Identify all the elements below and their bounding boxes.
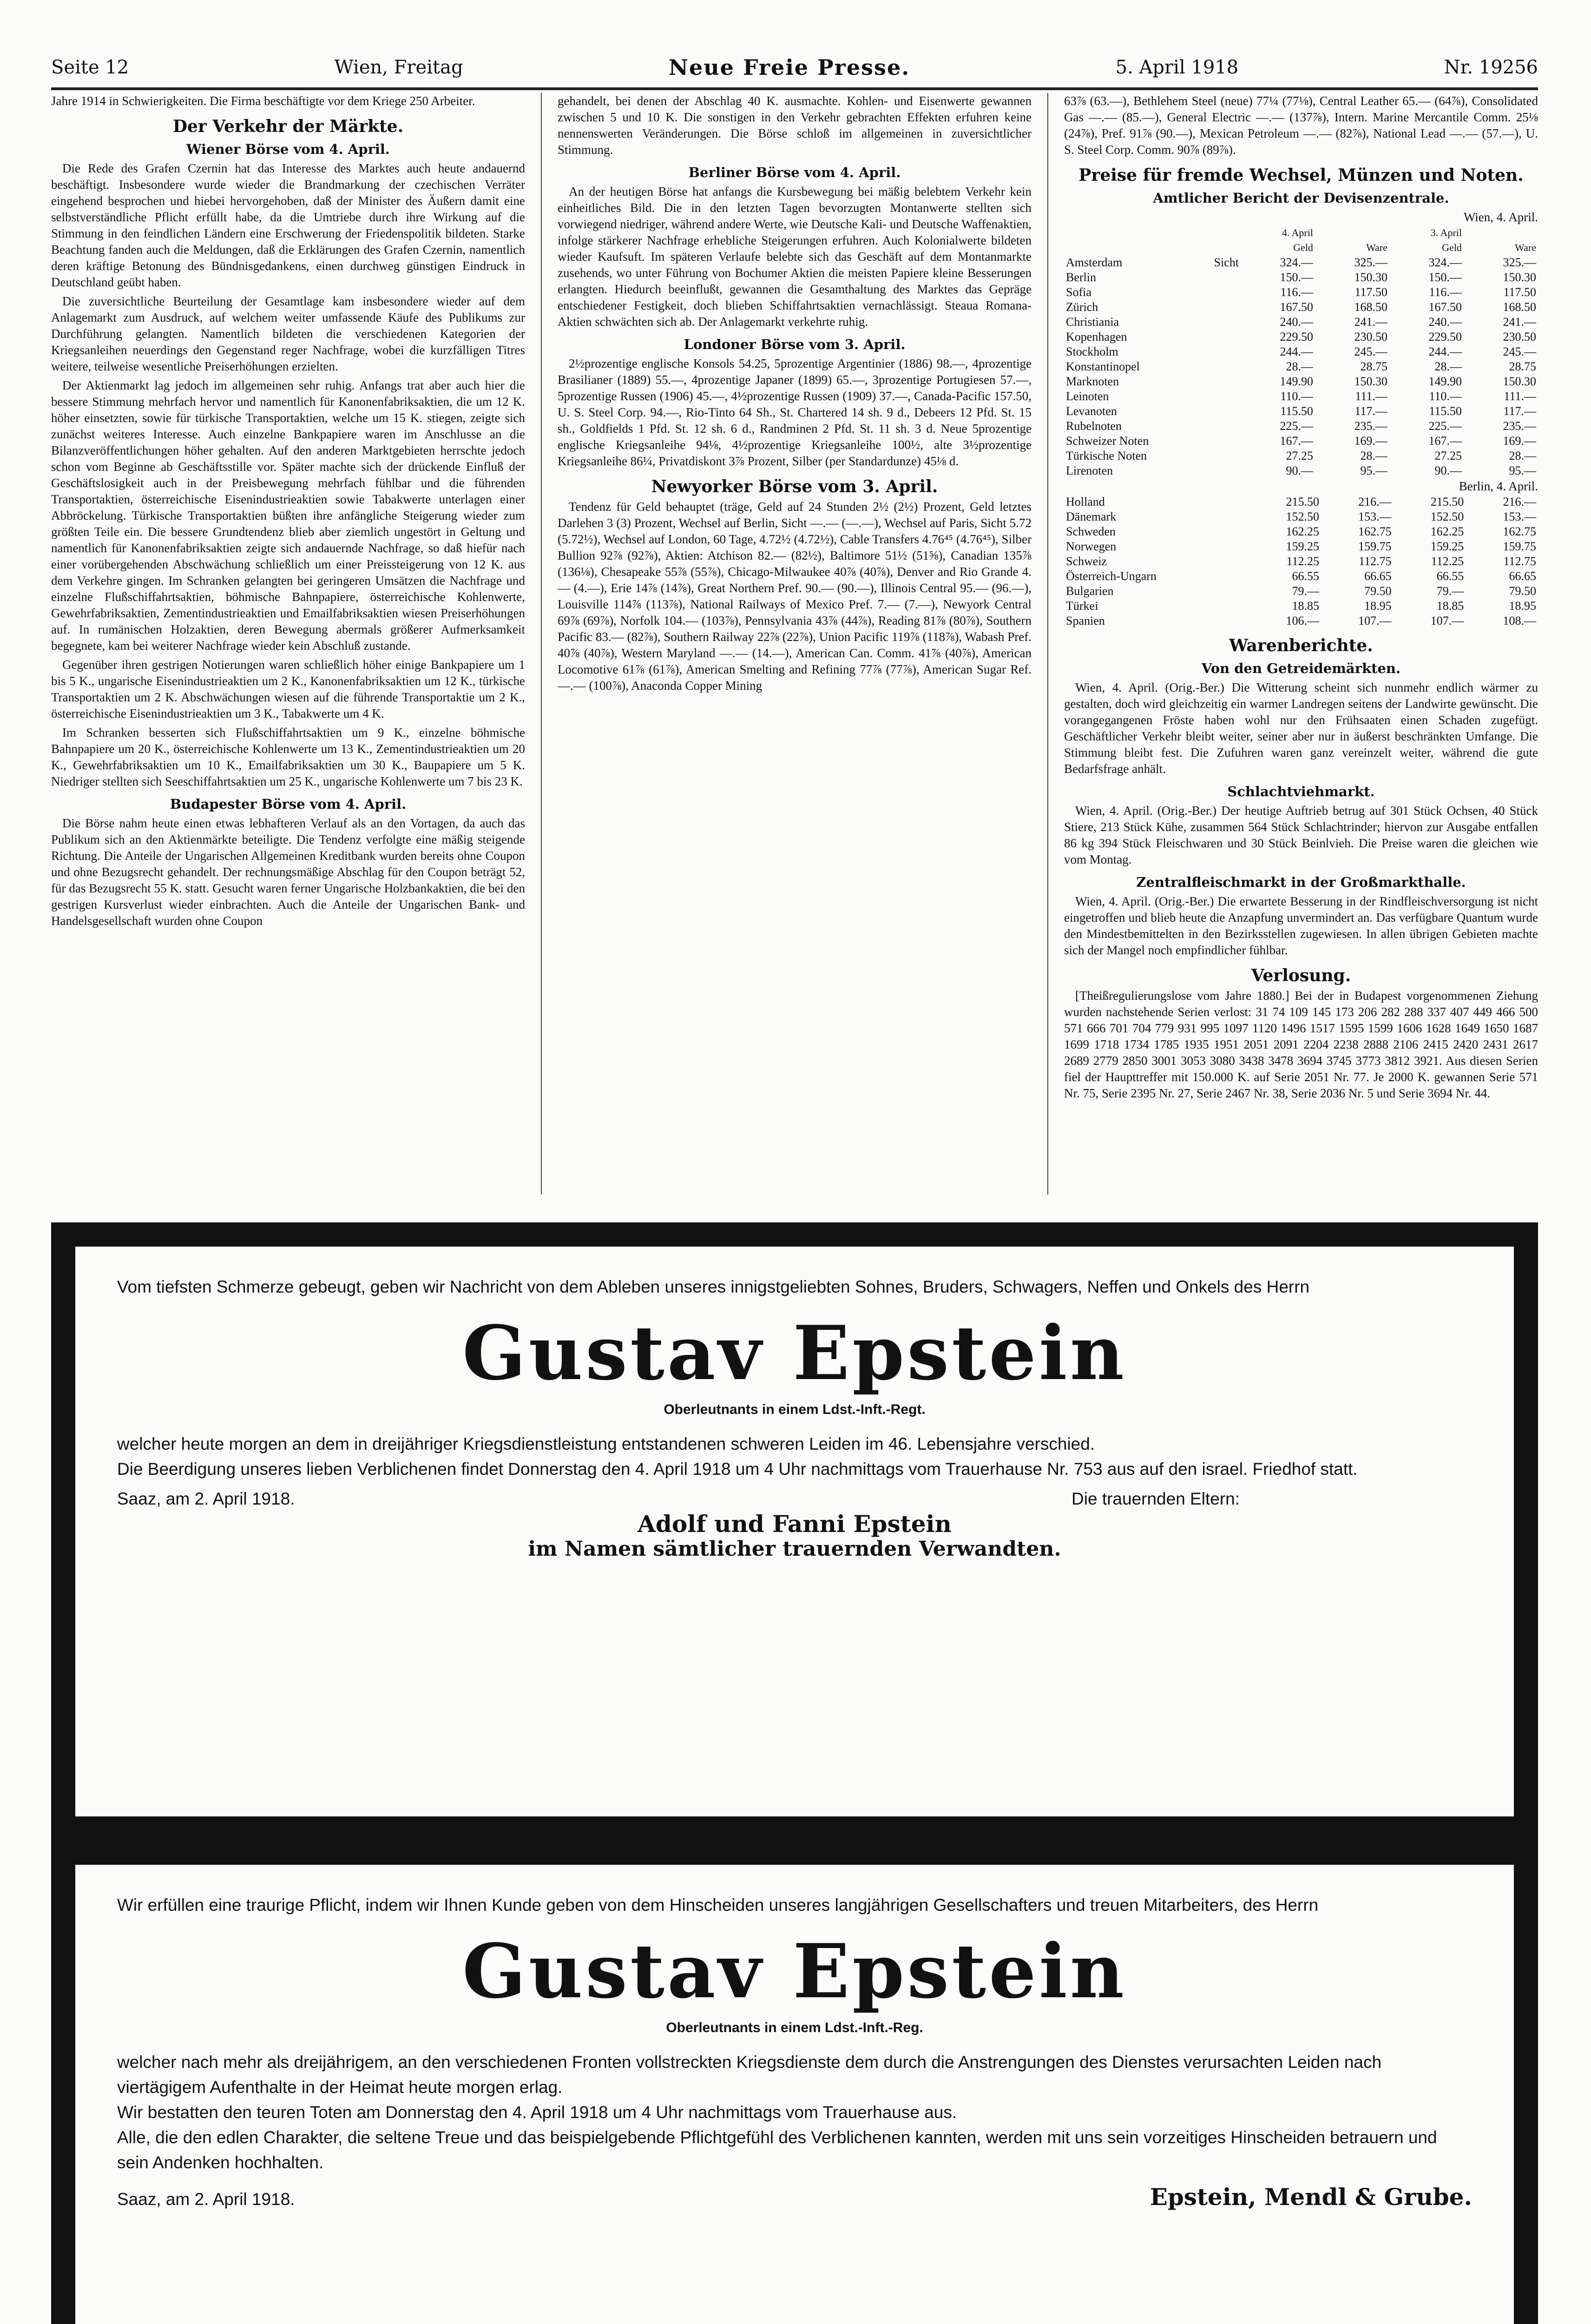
rate-cell: 167.50 (1280, 300, 1313, 314)
text-columns (51, 93, 1538, 1195)
section-subtitle: Amtlicher Bericht der Devisenzentrale. (1153, 190, 1449, 206)
currency-name: Dänemark (1066, 510, 1117, 523)
firm-signature: Epstein, Mendl & Grube. (1150, 2183, 1472, 2211)
table-header: 4. April (1282, 227, 1313, 238)
paragraph: Gegenüber ihren gestrigen Notierungen waren schließlich höher einige Bankpapiere um 1 bis 5 K., ungarische Eisenindustrieaktien um 2 K., Kanonenfabriksaktien um 12 K., türkische Transportaktien um 2 K. Abschwächungen wiesen auf die führende Transportaktie um 2 K., österreichische Eisenindustrieaktien um 3 K., Tabakwerte um 4 K. (51, 658, 525, 720)
rate-cell: 79.50 (1364, 584, 1392, 598)
currency-name: Norwegen (1066, 540, 1117, 553)
rate-cell: 230.50 (1503, 330, 1536, 343)
rate-cell: 110.— (1280, 390, 1313, 403)
rate-cell: 167.— (1280, 434, 1313, 448)
table-header: Geld (1293, 242, 1313, 253)
exchange-rows (1064, 255, 1538, 478)
currency-name: Levanoten (1066, 404, 1117, 418)
rate-cell: 95.— (1509, 464, 1536, 477)
rate-cell: 150.30 (1354, 375, 1387, 388)
table-row (1064, 584, 1538, 599)
rate-cell: 117.— (1354, 404, 1387, 418)
rate-cell: 28.75 (1360, 360, 1387, 373)
rate-cell: 162.75 (1503, 525, 1536, 538)
rate-cell: 117.50 (1354, 285, 1387, 299)
rate-cell: 18.85 (1292, 599, 1319, 613)
rate-cell: 112.75 (1359, 555, 1392, 568)
page-number: Seite 12 (51, 57, 129, 78)
table-row (1064, 404, 1538, 419)
rate-cell: 112.25 (1431, 555, 1464, 568)
table-header: Geld (1442, 242, 1462, 253)
paragraph: [Theißregulierungslose vom Jahre 1880.] Bei der in Budapest vorgenommenen Ziehung wurden nachstehende Serien verlost: 31 74 109 145 173 206 282 288 337 407 449 466 500 571 666 701 704 779 931 995 1097 1120 1496 1517 1595 1599 1606 1628 1649 1650 1687 1699 1718 1734 1785 1935 1951 2051 2091 2204 2238 2888 2106 2415 2420 2431 2617 2689 2779 2850 3001 3053 3080 3438 3478 3694 3745 3773 3812 3921. Aus diesen Serien fiel der Haupttreffer mit 150.000 K. auf Serie 2051 Nr. 77. Je 2000 K. gewannen Serie 571 Nr. 75, Serie 2395 Nr. 27, Serie 2467 Nr. 38, Serie 2036 Nr. 5 und Serie 3694 Nr. 44. (1064, 989, 1538, 1100)
rate-cell: 95.— (1360, 464, 1387, 477)
table-header (1315, 225, 1389, 240)
table-row (1064, 300, 1538, 315)
table-row (1064, 463, 1538, 478)
rate-cell: 324.— (1428, 256, 1462, 269)
table-row (1064, 509, 1538, 524)
rate-cell: 66.65 (1509, 569, 1536, 583)
notice-place-date: Saaz, am 2. April 1918. (117, 2190, 295, 2209)
paragraph: Im Schranken besserten sich Flußschiffahrtsaktien um 9 K., einzelne böhmische Bahnpapiere um 20 K., österreichische Kohlenwerte um 13 K., Zementindustrieaktien um 20 K., Gewehrfabriksaktien um 10 K., Emailfabriksaktien um 30 K., Baupapiere um 5 K. Niedriger stellten sich Seeschiffahrtsaktien um 25 K., ungarische Kohlenwerte um 7 bis 23 K. (51, 726, 525, 788)
notice-body (117, 1893, 1472, 2324)
table-row (1064, 614, 1538, 628)
currency-name: Leinoten (1066, 390, 1109, 403)
rate-cell: 28.— (1286, 360, 1313, 373)
rate-cell: 229.50 (1428, 330, 1462, 343)
section-title: Newyorker Börse vom 3. April. (651, 477, 938, 496)
currency-name: Zürich (1066, 300, 1098, 314)
currency-name: Schweden (1066, 525, 1116, 538)
section-subtitle: Budapester Börse vom 4. April. (170, 796, 407, 812)
rate-cell: 116.— (1280, 285, 1313, 299)
paragraph: gehandelt, bei denen der Abschlag 40 K. ausmachte. Kohlen- und Eisenwerte gewannen zwischen 5 und 10 K. Die sonstigen in den Verkehr gebrachten Effekten erfuhren keine nennenswerten Veränderungen. Die Börse schloß im allgemeinen in zuversichtlicher Stimmung. (558, 94, 1032, 157)
rate-cell: 79.— (1436, 584, 1464, 598)
rate-cell: 107.— (1430, 614, 1464, 627)
rate-cell: 66.55 (1292, 569, 1319, 583)
table-header (1464, 225, 1538, 240)
rate-cell: 241.— (1503, 315, 1536, 329)
paragraph: Die zuversichtliche Beurteilung der Gesamtlage kam insbesondere wieder auf dem Anlagemarkt zum Ausdruck, auf welchem weiter umfassende Käufe des Publikums zur Durchführung gelangten. Namentlich bildeten die verschiedenen Kategorien der Kriegsanleihen neuerdings den Gegenstand reger Nachfrage, wobei die kurzfälligen Titres weitere, teilweise wesentliche Preiserhöhungen erzielten. (51, 294, 525, 373)
deceased-name: Gustav Epstein (462, 1309, 1127, 1397)
place-date: Berlin, 4. April. (1459, 479, 1538, 493)
notice-text: welcher nach mehr als dreijährigem, an den verschiedenen Fronten vollstreckten Kriegsdienste dem durch die Anstrengungen des Dienstes verursachten Leiden nach viertägigem Aufenthalte in der Heimat heute morgen erlag. (117, 2053, 1382, 2097)
currency-name: Türkei (1066, 599, 1098, 613)
rate-cell: 159.25 (1286, 540, 1319, 553)
column-divider (1047, 93, 1048, 1195)
rate-cell: 150.30 (1503, 271, 1536, 284)
section-subtitle: Schlachtviehmarkt. (1227, 784, 1375, 799)
deceased-rank: Oberleutnants in einem Ldst.-Inft.-Regt. (664, 1402, 926, 1417)
rate-cell: 325.— (1354, 256, 1387, 269)
rate-cell: 215.50 (1286, 495, 1319, 508)
table-row (1064, 419, 1538, 434)
paragraph: Die Börse nahm heute einen etwas lebhafteren Verlauf als an den Vortagen, da auch das Publikum sich an den Aktienmärkte beteiligte. Die Tendenz verfolgte eine mäßig steigende Richtung. Die Anteile der Ungarischen Allgemeinen Kreditbank wurden bereits ohne Coupon und ohne Bezugsrecht gehandelt. Der rechnungsmäßige Abschlag für den Coupon beträgt 52, für das Bezugsrecht 55 K. statt. Gesucht waren ferner Ungarische Holzbankaktien, die bei den gestrigen Kursverlust wieder einbrachten. Auch die Anteile der Ungarischen Bank- und Handelsgesellschaft wurden ohne Coupon (51, 816, 525, 928)
rate-cell: 112.25 (1286, 555, 1319, 568)
paragraph: Die Rede des Grafen Czernin hat das Interesse des Marktes auch heute andauernd beschäftigt. Insbesondere wurde wieder die Brandmarkung der czechischen Verräter eingehend besprochen und hiebei hervorgehoben, daß der Minister des Äußern damit eine selbstverständliche Pflicht erfüllt habe, da die Umtriebe durch ihre Wirkung auf die Stimmung in den feindlichen Ländern eine Erschwerung der Friedenspolitik bildeten. Starke Beachtung fanden auch die Meldungen, daß die Erklärungen des Grafen Czernin, namentlich deren kräftige Betonung des Bündnisgedankens, einen durchweg günstigen Eindruck in Deutschland geübt haben. (51, 161, 525, 289)
exchange-rows (1064, 495, 1538, 628)
rate-cell: 90.— (1434, 464, 1462, 477)
currency-name: Holland (1066, 495, 1105, 508)
table-row (1064, 315, 1538, 330)
rate-cell: 111.— (1504, 390, 1536, 403)
table-row (1064, 524, 1538, 539)
table-header (1064, 225, 1241, 240)
rate-cell: 245.— (1503, 345, 1536, 358)
notice-text: Die Beerdigung unseres lieben Verblichenen findet Donnerstag den 4. April 1918 um 4 Uhr nachmittags vom Trauerhause Nr. 753 aus auf den israel. Friedhof statt. (117, 1459, 1358, 1479)
paragraph: 63⅞ (63.—), Bethlehem Steel (neue) 77¼ (77⅛), Central Leather 65.— (64⅞), Consolidated Gas —.— (85.—), General Electric —.— (137⅞), Intern. Marine Mercantile Comm. 25⅛ (24⅞), Pref. 91⅞ (90.—), Mexican Petroleum —.— (82⅞), National Lead —.— (57.—), U. S. Steel Corp. Comm. 90⅞ (89⅞). (1064, 94, 1538, 157)
currency-name: Kopenhagen (1066, 330, 1127, 343)
table-row (1064, 495, 1538, 509)
rate-cell: 18.95 (1364, 599, 1392, 613)
notice-text: Alle, die den edlen Charakter, die seltene Treue und das beispielgebende Pflichtgefühl des Verblichenen kannten, werden mit uns sein vorzeitiges Hinscheiden betrauern und sein Andenken hochhalten. (117, 2128, 1437, 2172)
paragraph: Wien, 4. April. (Orig.-Ber.) Die Witterung scheint sich nunmehr endlich wärmer zu gestalten, doch wird gleichzeitig ein warmer Landregen seitens der Landwirte gewünscht. Die vorangegangenen Fröste haben wohl nur den Frühsaaten einen Schaden zugefügt. Geschäftlicher Verkehr bleibt weiter, seiner aber nur in äußerst beschränkten Umfange. Die Stimmung bleibt fest. Die Zufuhren waren ganz vereinzelt weiter, während die gute Bedarfsfrage anhält. (1064, 680, 1538, 776)
currency-name: Amsterdam Sicht (1066, 256, 1239, 269)
section-subtitle: Von den Getreidemärkten. (1201, 660, 1401, 676)
section-title: Der Verkehr der Märkte. (172, 117, 404, 136)
rate-cell: 162.75 (1358, 525, 1392, 538)
section-subtitle: Zentralfleischmarkt in der Großmarkthalle. (1136, 874, 1466, 890)
paragraph: Wien, 4. April. (Orig.-Ber.) Die erwartete Besserung in der Rindfleischversorgung ist nicht eingetroffen und blieb heute die Anzapfung unvermindert an. Das verfügbare Quantum wurde den Mindestbemittelten in den Bezirksstellen zugewiesen. In allen übrigen Gebieten machte sich der Mangel noch empfindlicher fühlbar. (1064, 894, 1538, 957)
mourners-label: Die trauernden Eltern: (1072, 1489, 1240, 1508)
notice-text: Vom tiefsten Schmerze gebeugt, geben wir Nachricht von dem Ableben unseres innigstgeliebten Sohnes, Bruders, Schwagers, Neffen und Onkels des Herrn (117, 1277, 1310, 1296)
rate-cell: 167.— (1428, 434, 1462, 448)
rate-cell: 66.55 (1436, 569, 1464, 583)
rate-cell: 149.90 (1428, 375, 1462, 388)
table-row (1064, 539, 1538, 554)
rate-cell: 108.— (1503, 614, 1536, 627)
paper-title: Neue Freie Presse. (668, 55, 910, 80)
rate-cell: 117.— (1503, 404, 1536, 418)
rate-cell: 116.— (1429, 285, 1462, 299)
rate-cell: 240.— (1280, 315, 1313, 329)
exchange-table-vienna (1064, 225, 1538, 478)
rate-cell: 149.90 (1280, 375, 1313, 388)
currency-name: Lirenoten (1066, 464, 1113, 477)
issue-place: Wien, Freitag (334, 57, 463, 78)
exchange-table-berlin (1064, 495, 1538, 628)
table-row (1064, 255, 1538, 270)
death-notice-firm (51, 1841, 1538, 2324)
rate-cell: 244.— (1428, 345, 1462, 358)
rate-cell: 66.65 (1364, 569, 1392, 583)
table-row (1064, 330, 1538, 344)
rate-cell: 150.— (1428, 271, 1462, 284)
rate-cell: 28.— (1509, 449, 1536, 462)
section-title: Warenberichte. (1229, 636, 1373, 655)
rate-cell: 325.— (1503, 256, 1536, 269)
table-row (1064, 270, 1538, 285)
parents-names: Adolf und Fanni Epstein (638, 1510, 952, 1538)
currency-name: Christiania (1066, 315, 1119, 329)
table-row (1064, 599, 1538, 614)
paragraph: An der heutigen Börse hat anfangs die Kursbewegung bei mäßig belebtem Verkehr kein einheitliches Bild. Die in den letzten Tagen bevorzugten Montanwerte stellten sich vorwiegend niedriger, während andere Werte, wie Deutsche Kali- und Deutsche Waffenaktien, infolge stärkerer Nachfrage erhebliche Steigerungen erfuhren. Auch Kolonialwerte bildeten wieder Kaufsuft. Im späteren Verlaufe belebte sich das Geschäft auf dem Montanmarkte zusehends, wo unter Führung von Bochumer Aktien die meisten Papiere kleine Besserungen erlangten. Hiedurch beeinflußt, gewannen die Gesamthaltung des Marktes das Gepräge entschiedener Festigkeit, doch blieben Schiffahrtsaktien vernachlässigt. Steaua Romana-Aktien schwächten sich ab. Der Anlagemarkt verkehrte ruhig. (558, 185, 1032, 329)
paragraph: Tendenz für Geld behauptet (träge, Geld auf 24 Stunden 2½ (2½) Prozent, Geld letztes Darlehen 3 (3) Prozent, Wechsel auf Berlin, Sicht —.— (—.—), Wechsel auf Paris, Sicht 5.72 (5.72½), Wechsel auf London, 60 Tage, 4.72½ (4.72½), Cable Transfers 4.76⁴⁵ (4.76⁴⁵), Silber Bullion 92⅞ (92⅞), Aktien: Atchison 82.— (82½), Baltimore 51½ (51⅝), Canadian 135⅞ (136⅛), Chesapeake 55⅞ (55⅞), Chicago-Milwaukee 40⅞ (40⅞), Denver and Rio Grande 4.— (4.—), Erie 14⅞ (14⅞), Great Northern Pref. 90.— (90.—), Illinois Central 95.— (96.—), Louisville 114⅞ (113⅞), National Railways of Mexico Pref. 7.— (7.—), Newyork Central 69⅞ (69⅞), Norfolk 104.— (103⅞), Pennsylvania 43⅞ (44⅞), Reading 81⅞ (80⅞), Southern Pacific 83.— (82⅞), Southern Railway 22⅞ (22⅞), Union Pacific 119⅞ (118⅞), Wabash Pref. 40⅞ (40⅞), Western Maryland —.— (14.—), American Can. Comm. 41⅞ (40⅞), American Locomotive 61⅞ (61⅞), American Smelting and Refining 77⅞ (77⅞), American Sugar Ref. —.— (100⅞), Anaconda Copper Mining (558, 500, 1032, 693)
table-row (1064, 374, 1538, 389)
rate-cell: 168.50 (1354, 300, 1387, 314)
column-divider (541, 93, 542, 1195)
rate-cell: 28.75 (1509, 360, 1536, 373)
currency-name: Marknoten (1066, 375, 1119, 388)
rate-cell: 235.— (1354, 419, 1387, 433)
issue-number: Nr. 19256 (1444, 57, 1538, 78)
currency-name: Rubelnoten (1066, 419, 1122, 433)
table-row (1064, 554, 1538, 569)
currency-name: Bulgarien (1066, 584, 1114, 598)
notice-body (117, 1274, 1472, 1789)
table-row (1064, 569, 1538, 584)
rate-cell: 167.50 (1428, 300, 1462, 314)
section-subtitle: Wiener Börse vom 4. April. (186, 141, 390, 157)
rate-cell: 79.50 (1509, 584, 1536, 598)
notice-text: Wir erfüllen eine traurige Pflicht, indem wir Ihnen Kunde geben von dem Hinscheiden unseres langjährigen Gesellschafters und treuen Mitarbeiters, des Herrn (117, 1895, 1319, 1915)
column-1 (51, 93, 525, 1195)
rate-cell: 27.25 (1434, 449, 1462, 462)
rate-cell: 150.— (1280, 271, 1313, 284)
rate-cell: 152.50 (1430, 510, 1464, 523)
rate-cell: 79.— (1292, 584, 1319, 598)
rate-cell: 240.— (1428, 315, 1462, 329)
page-header (51, 51, 1538, 84)
rate-cell: 216.— (1503, 495, 1536, 508)
rate-cell: 169.— (1354, 434, 1387, 448)
rate-cell: 225.— (1280, 419, 1313, 433)
notice-text: welcher heute morgen an dem in dreijähriger Kriegsdienstleistung entstandenen schweren Leiden im 46. Lebensjahre verschied. (117, 1434, 1095, 1453)
rate-cell: 168.50 (1503, 300, 1536, 314)
currency-name: Berlin (1066, 271, 1096, 284)
paragraph: Der Aktienmarkt lag jedoch im allgemeinen sehr ruhig. Anfangs trat aber auch hier die bessere Stimmung mehrfach hervor und namentlich für Kanonenfabriksaktien, die um 12 K. höher einsetzten, sowie für türkische Transportaktien, welche um 15 K. stiegen, zeigte sich zunächst weiteres Interesse. Auch einzelne Bankpapiere waren im Anschlusse an die Bilanzveröffentlichungen höher gehalten. Auf den anderen Marktgebieten herrschte jedoch schon vom Beginne ab Geschäftsstille vor. Später machte sich der drückende Einfluß der Geschäftslosigkeit auch in der Preisbewegung mehrfach fühlbar und die führenden Transportaktien, österreichische Eisenindustrieaktien sowie Tabakwerte unterlagen einer Abbröckelung. Türkische Transportaktien büßten ihre anfängliche Steigerung wieder zum größten Teile ein. Die bessere Grundtendenz blieb aber ziemlich ungestört in Geltung und namentlich für Kanonenfabriksaktien zeigte sich andauernde Nachfrage, so daß hiefür nach einer vorübergehenden Abschwächung schließlich um einer Preissteigerung von 12 K. aus dem Verkehre gingen. Im Schranken gelangten bei geringeren Umsätzen die Nachfrage und einzelne Flußschiffahrtsaktien, böhmische Bahnpapiere, österreichische Kohlenwerte, Gewehrfabriksaktien, Zementindustrieaktien und Emailfabriksaktien wiesen Preiserhöhungen auf. In rumänischen Holzaktien, deren Bewegung abermals größerer Aufmerksamkeit begegnete, kam bei weiterer Nachfrage wieder kein Abschluß zustande. (51, 378, 525, 653)
rate-cell: 324.— (1280, 256, 1313, 269)
rate-cell: 112.75 (1503, 555, 1536, 568)
paragraph: Jahre 1914 in Schwierigkeiten. Die Firma beschäftigte vor dem Kriege 250 Arbeiter. (51, 94, 475, 108)
section-title: Verlosung. (1251, 966, 1351, 985)
rate-cell: 241.— (1354, 315, 1387, 329)
table-row (1064, 285, 1538, 300)
rate-cell: 28.— (1434, 360, 1462, 373)
table-header: 3. April (1430, 227, 1462, 238)
table-header (1064, 240, 1241, 255)
rate-cell: 115.50 (1280, 404, 1313, 418)
rate-cell: 162.25 (1430, 525, 1464, 538)
death-notice-family (51, 1222, 1538, 1841)
deceased-rank: Oberleutnants in einem Ldst.-Inft.-Reg. (666, 2020, 923, 2035)
section-subtitle: Berliner Börse vom 4. April. (688, 165, 901, 180)
rate-cell: 117.50 (1503, 285, 1536, 299)
rate-cell: 169.— (1503, 434, 1536, 448)
issue-date: 5. April 1918 (1115, 57, 1239, 78)
rate-cell: 18.95 (1509, 599, 1536, 613)
rate-cell: 106.— (1286, 614, 1319, 627)
currency-name: Konstantinopel (1066, 360, 1140, 373)
rate-cell: 107.— (1358, 614, 1392, 627)
currency-name: Spanien (1066, 614, 1105, 627)
section-subtitle: Londoner Börse vom 3. April. (684, 337, 906, 352)
rate-cell: 90.— (1286, 464, 1313, 477)
rate-cell: 162.25 (1286, 525, 1319, 538)
header-rule (51, 87, 1538, 90)
rate-cell: 150.30 (1503, 375, 1536, 388)
currency-name: Österreich-Ungarn (1066, 569, 1157, 583)
currency-name: Schweizer Noten (1066, 434, 1149, 448)
table-row (1064, 389, 1538, 404)
rate-cell: 225.— (1428, 419, 1462, 433)
rate-cell: 111.— (1355, 390, 1387, 403)
rate-cell: 150.30 (1354, 271, 1387, 284)
table-header: Ware (1515, 242, 1536, 253)
relatives-line: im Namen sämtlicher trauernden Verwandten. (528, 1537, 1061, 1561)
table-row (1064, 434, 1538, 449)
rate-cell: 110.— (1429, 390, 1462, 403)
rate-cell: 159.75 (1503, 540, 1536, 553)
currency-name: Türkische Noten (1066, 449, 1147, 462)
rate-cell: 244.— (1280, 345, 1313, 358)
sight-label: Sicht (1214, 256, 1239, 269)
rate-cell: 27.25 (1286, 449, 1313, 462)
currency-name: Schweiz (1066, 555, 1107, 568)
table-row (1064, 344, 1538, 359)
rate-cell: 159.25 (1430, 540, 1464, 553)
notice-place-date: Saaz, am 2. April 1918. (117, 1489, 295, 1508)
currency-name: Stockholm (1066, 345, 1118, 358)
place-date: Wien, 4. April. (1463, 210, 1538, 224)
column-3 (1064, 93, 1538, 1195)
section-title: Preise für fremde Wechsel, Münzen und Noten. (1078, 165, 1524, 185)
rate-cell: 115.50 (1429, 404, 1462, 418)
rate-cell: 245.— (1354, 345, 1387, 358)
notice-signature-row (117, 1486, 1472, 1512)
rate-cell: 230.50 (1354, 330, 1387, 343)
table-row (1064, 359, 1538, 374)
rate-cell: 18.85 (1436, 599, 1464, 613)
table-header: Ware (1366, 242, 1387, 253)
notice-signature-row (117, 2185, 1472, 2212)
rate-cell: 28.— (1360, 449, 1387, 462)
column-2 (558, 93, 1032, 1195)
rate-cell: 216.— (1358, 495, 1392, 508)
deceased-name: Gustav Epstein (462, 1928, 1127, 2015)
paragraph: 2½prozentige englische Konsols 54.25, 5prozentige Argentinier (1886) 98.—, 4prozentige Brasilianer (1889) 55.—, 4prozentige Japaner (1899) 65.—, 3prozentige Portugiesen 57.—, 5prozentige Russen (1906) 45.—, 4½prozentige Russen (1909) 37.—, Canada-Pacific 157.50, U. S. Steel Corp. 94.—, Rio-Tinto 64 Sh., St. Chartered 14 sh. 9 d., Debeers 12 Pfd. St. 15 sh., Goldfields 1 Pfd. St. 12 sh. 6 d., Randminen 2 Pfd. St. 11 sh. 3 d. Neue 5prozentige englische Kriegsanleihe 94⅛, 4½prozentige Kriegsanleihe 100½, alte 3½prozentige Kriegsanleihe 86¼, Privatdiskont 3⅞ Prozent, Silber (per Standardunze) 45⅛ d. (558, 357, 1032, 468)
paragraph: Wien, 4. April. (Orig.-Ber.) Der heutige Auftrieb betrug auf 301 Stück Ochsen, 40 Stück Stiere, 213 Stück Kühe, zusammen 564 Stück Schlachtrinder; hiervon zur Ausgabe entfallen 86 kg 394 Stück Fleischwaren und 30 Stück Beinlvieh. Die Preise waren die gleichen wie vom Montag. (1064, 804, 1538, 866)
rate-cell: 235.— (1503, 419, 1536, 433)
rate-cell: 153.— (1503, 510, 1536, 523)
rate-cell: 159.75 (1358, 540, 1392, 553)
rate-cell: 152.50 (1286, 510, 1319, 523)
rate-cell: 153.— (1358, 510, 1392, 523)
rate-cell: 215.50 (1430, 495, 1464, 508)
currency-name: Sofia (1066, 285, 1091, 299)
notice-text: Wir bestatten den teuren Toten am Donnerstag den 4. April 1918 um 4 Uhr nachmittags vom Trauerhause aus. (117, 2103, 957, 2122)
table-row (1064, 449, 1538, 463)
rate-cell: 229.50 (1280, 330, 1313, 343)
